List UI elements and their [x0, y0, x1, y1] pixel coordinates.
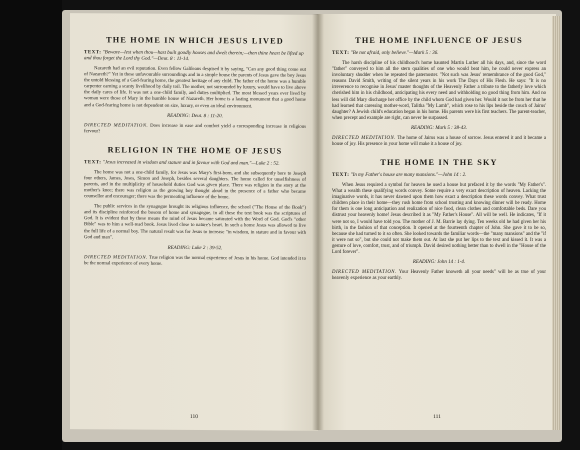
book-gutter — [312, 14, 324, 430]
section-title: THE HOME IN WHICH JESUS LIVED — [106, 35, 284, 46]
body-paragraph: The home was not a one-child family, for Jesus was Mary's first-born, and she subsequently bore to Joseph four others, James, Joses, Simon and Joseph, besides several daughters. The home called for unselfishness of parents, and in the multiplicity of household duties God was given place. There was religion in the story at the mother's knee; there was religion as the growing boy thought aloud in the presence of a father who became counsellor and encourager; there was the permeating influence of the home. — [84, 169, 306, 201]
scripture-text: TEXT: "Be not afraid, only believe."—Mark 5 : 36. — [332, 51, 439, 56]
reading-reference: READING: Deut. 8 : 11-20. — [167, 113, 223, 119]
reading-reference: READING: Luke 2 : 39-52. — [167, 245, 223, 251]
body-paragraph: The harsh discipline of his childhood's home haunted Martin Luther all his days, and, since the word "father" conveyed to him all the stern qualities of one who would beat him, he could never express an involuntary shudder when he repeated the paternoster. "Not such was Jesus' remembrance of the good God," reasons David Smith, writing of the silent years in his work The Days of His Flesh. He says: "It is no irreverence to recognise in Jesus' master thoughts of the Heavenly Father a tribute to the fatherly love which cherished him in his childhood, anticipating his every need and withholding no good thing from him. And no less will did Mary discharge her office by the child whom God had given her. Would it not be from her that he had learned that caressing mother-word, Talitha "My Lamb", which rose to his lips beside the couch of Jairus' daughter? A Jewish child's education began in his home. His parents were his first teachers. The parent-teacher, when precept and example are right, can never be surpassed. — [332, 61, 546, 121]
section-title: THE HOME IN THE SKY — [380, 157, 498, 167]
directed-meditation: DIRECTED MEDITATION. Does increase in ease and comfort yield a corresponding increase in religious fervour? — [84, 122, 307, 135]
body-paragraph: When Jesus required a symbol for heaven he used a house but prefaced it by the words "My Father's". What a wealth these qualifying words convey. Some require a very exact description of heaven. Lacking the imaginative words, it has never dawned upon them how exact a description these words convey. What trust children place in their home—they rush home from school trusting and knowing dinner will be ready. Home for them is one long anticipation and realization of nice food, clean clothes and comfortable beds. Dare you distrust your heavenly home! Jesus described it as "My Father's House". All will be well. He indicates, "If it were not so, I would have told you. The mother of J. M. Barrie lay dying. Ten weeks old he had given her his birth, in the fashion of that conception. It opened at the fourteenth chapter of John. She gave it to be so, because she had turned to it so often. She looked towards the familiar words—the "many mansions" and the "if it were not so", but she could not make them out. At last she put her lips to the text and kissed it. It was a gesture of love, comfort, trust, and of triumph. David desired nothing better than to dwell in the "House of the Lord forever". — [332, 182, 546, 255]
scripture-text: TEXT: "Beware—lest when thou—hast built goodly houses and dwelt therein;—then thine heart be lifted up and thou forget the Lord thy God."—Deut. 8 : 11-14. — [84, 50, 304, 62]
page-number: 110 — [189, 413, 199, 421]
section-title: RELIGION IN THE HOME OF JESUS — [107, 145, 283, 156]
page-number: 111 — [433, 414, 441, 420]
body-paragraph: Nazareth had an evil reputation. Even fellow Galileans despised it by saying, "Can any good thing come out of Nazareth?" Yet in these unfavourable surroundings and in a simple house the parents of Jesus gave the boy Jesus the untold blessing of a God-fearing home, the greatest heritage of any child. The father of the home was a humble carpenter earning a scanty livelihood by daily toil. The mother, not surrounded by luxury, would have to live above the daily cares of life. It was not a one-child family, and duties multiplied. The most blessed years ever lived by woman were those of Mary in the humble house of Nazareth. Her home is a lasting monument that a good home and a God-fearing home is not dependent on size, luxury, or even an ideal environment. — [84, 66, 306, 109]
scripture-text: TEXT: "In my Father's house are many mansions."—John 14 : 2. — [332, 172, 467, 178]
section-title: THE HOME INFLUENCE OF JESUS — [355, 36, 523, 45]
page-edges — [552, 16, 560, 430]
reading-reference: READING: John 14 : 1-4. — [412, 260, 466, 266]
directed-meditation: DIRECTED MEDITATION. Your Heavenly Father knoweth all your needs" will be as true of your heavenly experience as your earthly. — [332, 270, 547, 282]
body-paragraph: The public services in the synagogue brought its religious influence, the school ("The House of the Book") and its discipline reinforced the bosom of home and synagogue, in all these the text book was the scriptures of God. It is evident that by these means the mind of Jesus became saturated with the Word of God. God's "other Bible" was to him a well-read book. Jesus lived close to nature's heart. In such a home Jesus was allowed to live the full life of a normal boy. The natural result was for Jesus to increase "in wisdom, in stature and in favour with God and man". — [84, 204, 306, 241]
left-page — [70, 13, 318, 431]
directed-meditation: DIRECTED MEDITATION. True religion was the normal experience of Jesus in his home. God intended it to be the normal experience of every home. — [84, 254, 307, 267]
right-page — [318, 14, 556, 430]
directed-meditation: DIRECTED MEDITATION. The home of Jairus was a house of sorrow. Jesus entered it and it became a house of joy. His presence in your home will make it a house of joy. — [332, 135, 546, 147]
scripture-text: TEXT: "Jesus increased in wisdom and stature and in favour with God and man."—Luke 2 : 52. — [84, 159, 280, 167]
dark-background — [0, 0, 62, 450]
reading-reference: READING: Mark 5 : 38-43. — [411, 125, 467, 131]
